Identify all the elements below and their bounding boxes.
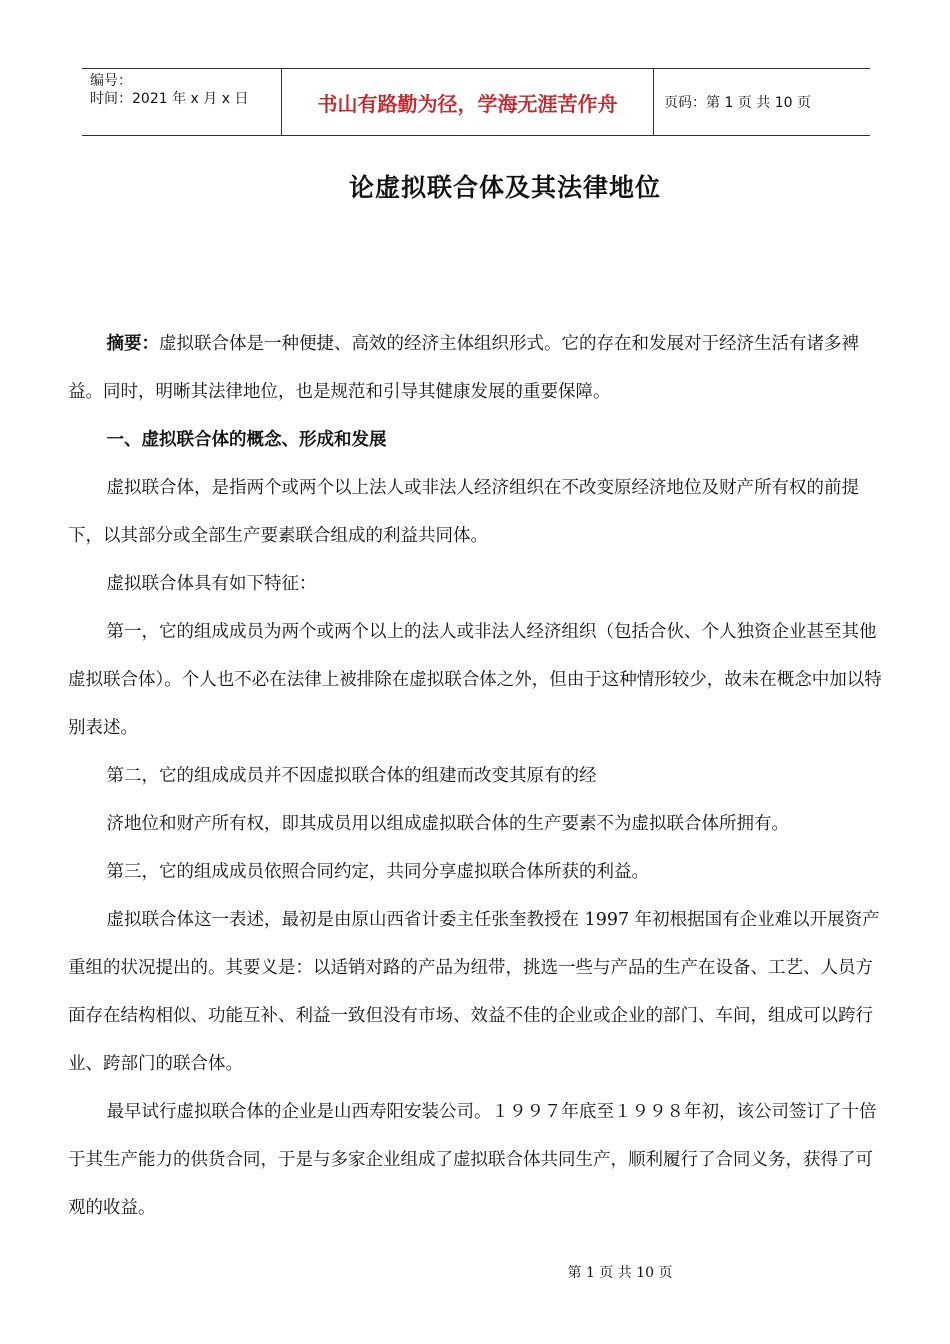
body-paragraph: 虚拟联合体这一表述，最初是由原山西省计委主任张奎教授在 1997 年初根据国有企业难以开展资产重组的状况提出的。其要义是：以适销对路的产品为纽带，挑选一些与产品的生产在设备、工艺、人员方面存在结构相似、功能互补、利益一致但没有市场、效益不佳的企业或企业的部门、车间，组成可以跨行业、跨部门的联合体。	[68, 910, 880, 1074]
header-page-info: 页码：第 1 页 共 10 页	[664, 95, 811, 111]
body-paragraph: 最早试行虚拟联合体的企业是山西寿阳安装公司。１９９７年底至１９９８年初，该公司签订了十倍于其生产能力的供货合同，于是与多家企业组成了虚拟联合体共同生产，顺利履行了合同义务，获得了可观的收益。	[68, 1102, 877, 1218]
body-paragraph: 第二，它的组成成员并不因虚拟联合体的组建而改变其原有的经	[106, 766, 597, 786]
page-footer: 第 1 页 共 10 页	[567, 1265, 673, 1281]
section-heading: 一、虚拟联合体的概念、形成和发展	[106, 430, 387, 450]
body-paragraph: 第三，它的组成成员依照合同约定，共同分享虚拟联合体所获的利益。	[106, 862, 649, 882]
document-title: 论虚拟联合体及其法律地位	[348, 173, 661, 202]
body-paragraph: 第一，它的组成成员为两个或两个以上的法人或非法人经济组织（包括合伙、个人独资企业甚至其他虚拟联合体）。个人也不必在法律上被排除在虚拟联合体之外，但由于这种情形较少，故未在概念中加以特别表述。	[68, 622, 882, 738]
body-paragraph: 虚拟联合体具有如下特征：	[106, 574, 317, 594]
time-label: 时间：2021 年 x 月 x 日	[90, 91, 249, 107]
body-paragraph: 虚拟联合体，是指两个或两个以上法人或非法人经济组织在不改变原经济地位及财产所有权的前提下，以其部分或全部生产要素联合组成的利益共同体。	[68, 478, 859, 546]
number-label: 编号：	[90, 73, 132, 89]
body-paragraph: 济地位和财产所有权，即其成员用以组成虚拟联合体的生产要素不为虚拟联合体所拥有。	[106, 814, 789, 834]
page-header	[82, 68, 870, 136]
header-motto: 书山有路勤为径，学海无涯苦作舟	[282, 69, 654, 135]
header-meta	[82, 69, 282, 135]
abstract-paragraph	[68, 320, 884, 416]
abstract-text: 虚拟联合体是一种便捷、高效的经济主体组织形式。它的存在和发展对于经济生活有诸多裨益。同时，明晰其法律地位，也是规范和引导其健康发展的重要保障。	[68, 334, 859, 402]
abstract-label: 摘要：	[106, 334, 159, 354]
document-body	[68, 320, 884, 1232]
